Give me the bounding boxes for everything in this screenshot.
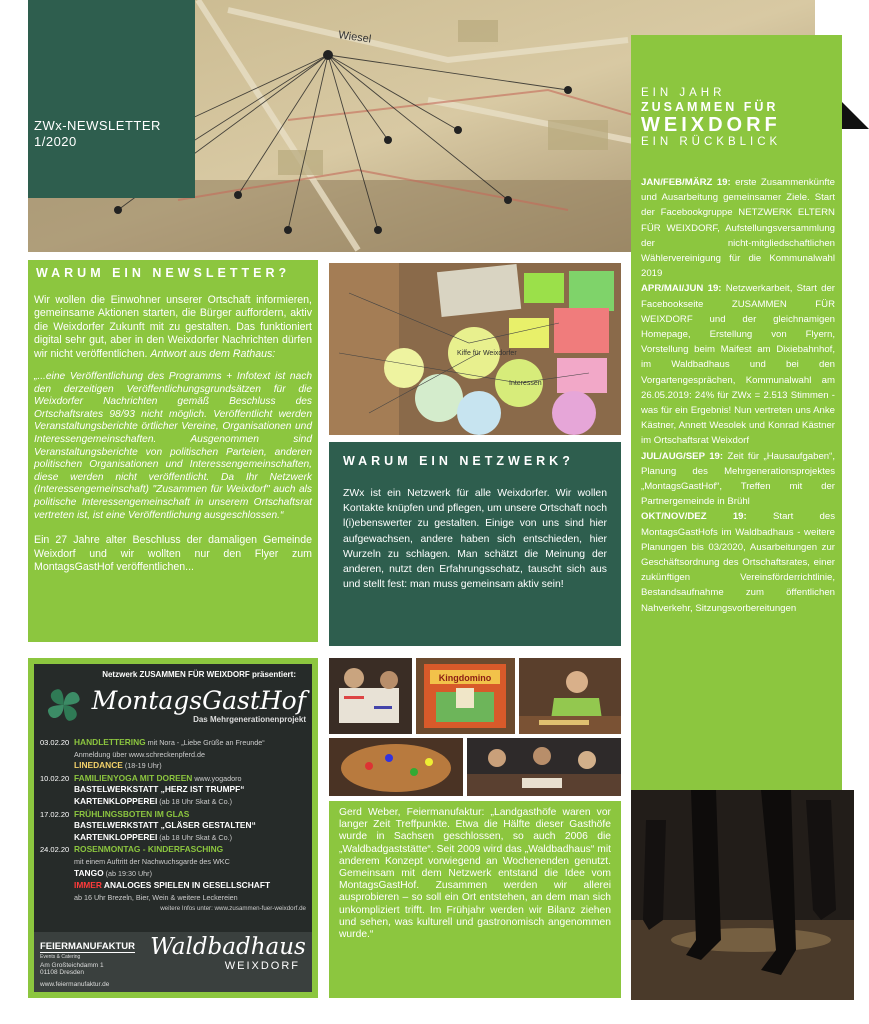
flyer-brand-row: [40, 681, 306, 729]
flyer-footer: [34, 932, 312, 992]
flyer-text: FRÜHLINGSBOTEN IM GLAS: [74, 808, 190, 819]
rueckblick-title-line1: EIN JAHR: [641, 87, 726, 99]
flyer-text: (ab 19:30 Uhr): [103, 868, 152, 878]
newsletter-intro-italic: Antwort aus dem Rathaus:: [150, 347, 276, 360]
flyer-program-line: [40, 820, 306, 832]
photo-man-playing-graphic: [519, 658, 621, 734]
photo-kids-drawing: [329, 658, 412, 734]
corkboard-note-2: Interessen: [509, 380, 542, 387]
photo-board-game-box-graphic: [416, 658, 515, 734]
waldbadhaus-logo: [150, 934, 306, 972]
newsletter-heading: WARUM EIN NEWSLETTER?: [36, 266, 291, 280]
corkboard-photo: [329, 263, 621, 435]
flyer-text: TANGO: [74, 867, 104, 878]
flyer-program-line: [40, 892, 306, 904]
newsletter-intro: [34, 294, 312, 361]
photo-kids-drawing-graphic: [329, 658, 412, 734]
boots-photo-graphic: [631, 790, 854, 1000]
newsletter-closing: Ein 27 Jahre alter Beschluss der damaligen Gemeinde Weixdorf und wir wollten nur den Flyer zum MontagsGastHof veröffentlichen...: [34, 534, 312, 573]
flyer-date: 17.02.20: [40, 809, 70, 819]
corkboard-note-1: Kiffe für Weixdorfer: [457, 350, 517, 357]
flyer-program-line: [40, 809, 306, 821]
flyer-text: ab 16 Uhr Brezeln, Bier, Wein & weitere Leckereien: [74, 892, 238, 902]
flyer-program-entry: [40, 773, 306, 808]
waldbadhaus-logo-line2: WEIXDORF: [224, 960, 300, 972]
flyer-text: BASTELWERKSTATT „GLÄSER GESTALTEN“: [74, 820, 256, 831]
flyer-program-line: [40, 796, 306, 808]
feiermanufaktur-name: FEIERMANUFAKTUR: [40, 941, 135, 952]
newsletter-body: [34, 294, 312, 574]
flyer-program-line: [40, 844, 306, 856]
timeline-entry: [641, 175, 835, 281]
flyer-text: KARTENKLOPPEREI: [74, 795, 158, 806]
timeline-text: Start des MontagsGastHofs im Waldbadhaus - weitere Planungen bis 03/2020, Ausarbeitungen zur Geschäftsordnung des Ortschaftsrates, einer zukünftigen Vereinsförderrichtlinie, Bestandsaufnahme zum öffentlichen Nahverkehr, Sitzungsvorbereitungen: [641, 511, 836, 614]
flyer-text: ANALOGES SPIELEN IN GESELLSCHAFT: [101, 880, 271, 891]
flyer-program-line: [40, 737, 306, 749]
photo-game-board-graphic: [329, 738, 463, 796]
timeline-list: [641, 175, 835, 616]
flyer-date: 24.02.20: [40, 845, 70, 855]
feiermanufaktur-web: www.feiermanufaktur.de: [40, 981, 110, 988]
flyer-program-line: [40, 856, 306, 868]
newsletter-section: [28, 260, 318, 642]
flyer-program-line: [40, 749, 306, 761]
flyer-text: mit einem Auftritt der Nachwuchsgarde des WKC: [74, 856, 230, 866]
rueckblick-title: [641, 87, 841, 149]
timeline-period: APR/MAI/JUN 19:: [641, 283, 722, 295]
flyer-text: mit Nora - „Liebe Grüße an Freunde“: [145, 738, 265, 747]
timeline-entry: [641, 509, 835, 615]
flyer-program: [40, 737, 306, 903]
feiermanufaktur-address2: 01108 Dresden: [40, 969, 84, 976]
flyer-text: FAMILIENYOGA MIT DOREEN: [74, 772, 193, 783]
boots-photo: [631, 790, 854, 1000]
network-section: [329, 442, 621, 646]
timeline-period: OKT/NOV/DEZ 19:: [641, 511, 747, 523]
photo-board-game-box: [416, 658, 515, 734]
rathaus-quote: „...eine Veröffentlichung des Programms + Infotext ist nach den derzeitigen Veröffentlichungsgrundsätzen für die Weixdorfer Nachrichten gemäß Beschluss des Ortschaftsrates 98/93 nicht möglich. Veröffentlicht werden Veranstaltungsberichte örtlicher Vereine, Organisationen und Interessengemeinschaften. Ausgenommen sind Veranstaltungsberichte von politischen Parteien, anderen politischen Organisationen und Interessengemeinschaften, diese werden nicht veröffentlicht. Da Ihr Netzwerk (Interessengemeinschaft) "Zusammen für Weixdorf" auch als politische Interessengemeinschaft in unserem Ortschaftsrat vertreten ist, ist eine Veröffentlichung ausgeschlossen.“: [34, 371, 312, 521]
newsletter-title-line1: ZWx-NEWSLETTER: [34, 118, 161, 133]
flyer-brand: MontagsGastHof: [91, 685, 306, 715]
flyer-frame: [28, 658, 318, 998]
timeline-text: erste Zusammenkünfte und Ausarbeitung gemeinsamer Ziele. Start der Facebookgruppe NETZWERK ELTERN FÜR WEIXDORF, Aufstellungsversammlung der nicht-mitgliedschaftlichen Wählervereinigung für die Kommunalwahl 2019: [641, 177, 836, 280]
timeline-text: Zeit für „Hausaufgaben“, Planung des Mehrgenerationsprojektes „MontagsGastHof“, Treffen mit der Partnergemeinde in Brühl: [641, 450, 835, 508]
photo-man-playing: [519, 658, 621, 734]
clover-logo-icon: [40, 681, 88, 729]
rueckblick-title-line4: EIN RÜCKBLICK: [641, 136, 782, 148]
network-heading: WARUM EIN NETZWERK?: [343, 454, 574, 468]
flyer-presents: Netzwerk ZUSAMMEN FÜR WEIXDORF präsentiert:: [102, 670, 296, 679]
newsletter-title: [34, 118, 161, 150]
flyer-text: KARTENKLOPPEREI: [74, 831, 158, 842]
flyer-program-entry: [40, 809, 306, 844]
timeline-column: [631, 35, 842, 790]
flyer-subtitle: Das Mehrgenerationenprojekt: [193, 714, 306, 724]
flyer-program-line: [40, 784, 306, 796]
flyer-program-line: [40, 760, 306, 772]
flyer-text: LINEDANCE: [74, 760, 123, 771]
flyer-program-line: [40, 868, 306, 880]
gasthof-text: Gerd Weber, Feiermanufaktur: „Landgasthöfe waren vor langer Zeit Treffpunkte. Etwa die Hälfte dieser Gasthöfe wurde in Sachsen geschlossen, so auch 2006 die „Waldbadgaststätte“. Seit 2009 wird das „Waldbadhaus“ mit anderem Konzept vorwiegend an Wochenenden genutzt. Gemeinsam mit dem Netzwerk entstand die Idee vom MontagsGastHof. Zusammen werden wir allerei ausprobieren – so soll ein Ort entstehen, an dem man sich unkompliziert trifft. Im Frühjahr werden wir Bilanz ziehen und sehen, was kulturell und gastronomisch angenommen wurde.“: [339, 807, 611, 941]
flyer-text: ROSENMONTAG - KINDERFASCHING: [74, 844, 224, 855]
flyer-program-entry: [40, 844, 306, 879]
flyer-program-line: [40, 880, 306, 892]
newsletter-intro-text: Wir wollen die Einwohner unserer Ortschaft informieren, gemeinsame Aktionen starten, die Bürger auffordern, aktiv die Weixdorfer Zukunft mit zu gestalten. Das funktioniert digital sehr gut, aber in den Weixdorfer Nachrichten dürfen wir nicht veröffentlichen.: [34, 294, 312, 360]
flyer-text: (ab 18 Uhr Skat & Co.): [157, 796, 232, 806]
waldbadhaus-logo-line1: Waldbadhaus: [150, 934, 306, 960]
flyer-program-entry: [40, 880, 306, 903]
feiermanufaktur-address1: Am Großteichdamm 1: [40, 962, 104, 969]
flyer-text: BASTELWERKSTATT „HERZ IST TRUMPF“: [74, 784, 245, 795]
timeline-period: JUL/AUG/SEP 19:: [641, 450, 724, 462]
corkboard-graphic: [329, 263, 621, 435]
flyer-text: (ab 18 Uhr Skat & Co.): [157, 832, 232, 842]
photo-people-table: [467, 738, 621, 796]
flyer-text: (18-19 Uhr): [122, 761, 162, 771]
flyer-date: 03.02.20: [40, 738, 70, 747]
timeline-text: Netzwerkarbeit, Start der Facebookseite ZUSAMMEN FÜR WEIXDORF und der gleichnamigen Homepage, Erstellung von Flyern, Vorstellung beim Maifest am Dixiebahnhof, im Waldbadhaus und bei den Vorgartengesprächen, Kommunalwahl am 26.05.2019: 24% für ZWx = 2.513 Stimmen - was für ein Ergebnis! Nun vertreten uns Anke Kästner, Annett Wesolek und Konrad Kästner im Ortschaftsrat Weixdorf: [641, 283, 835, 447]
header-block: [28, 0, 195, 198]
timeline-period: JAN/FEB/MÄRZ 19:: [641, 177, 731, 188]
rueckblick-title-line3: WEIXDORF: [641, 114, 781, 136]
timeline-entry: [641, 281, 835, 448]
timeline-entry: [641, 449, 835, 510]
gasthof-section: [329, 801, 621, 998]
flyer-text: HANDLETTERING: [74, 737, 146, 747]
map-street-label: Wiesel: [337, 29, 372, 46]
flyer-text: Anmeldung über www.schreckenpferd.de: [74, 749, 206, 759]
photo-game-board: [329, 738, 463, 796]
flyer: [34, 664, 312, 992]
flyer-more-info: weitere Infos unter: www.zusammen-fuer-weixdorf.de: [160, 905, 306, 913]
game-box-title: Kingdomino: [438, 673, 492, 683]
feiermanufaktur-tagline: Events & Catering: [40, 954, 81, 960]
flyer-text: IMMER: [74, 880, 102, 891]
rueckblick-title-line2: ZUSAMMEN FÜR: [641, 100, 779, 114]
flyer-text: www.yogadoro: [192, 773, 242, 783]
flyer-program-line: [40, 832, 306, 844]
photo-people-table-graphic: [467, 738, 621, 796]
flyer-date: 10.02.20: [40, 773, 70, 783]
network-text: ZWx ist ein Netzwerk für alle Weixdorfer. Wir wollen Kontakte knüpfen und pflegen, um unsere Ortschaft noch l(i)ebenswerter zu gestalten. Einige von uns sind hier aufgewachsen, andere haben sich entschieden, hier Wurzeln zu schlagen. Man schätzt die Meinung der anderen, nutzt den Erfahrungsschatz, tauscht sich aus und stellt fest: man muss gemeinsam aktiv sein!: [343, 488, 607, 591]
flyer-program-entry: [40, 737, 306, 772]
flyer-program-line: [40, 773, 306, 785]
newsletter-issue: 1/2020: [34, 134, 77, 149]
